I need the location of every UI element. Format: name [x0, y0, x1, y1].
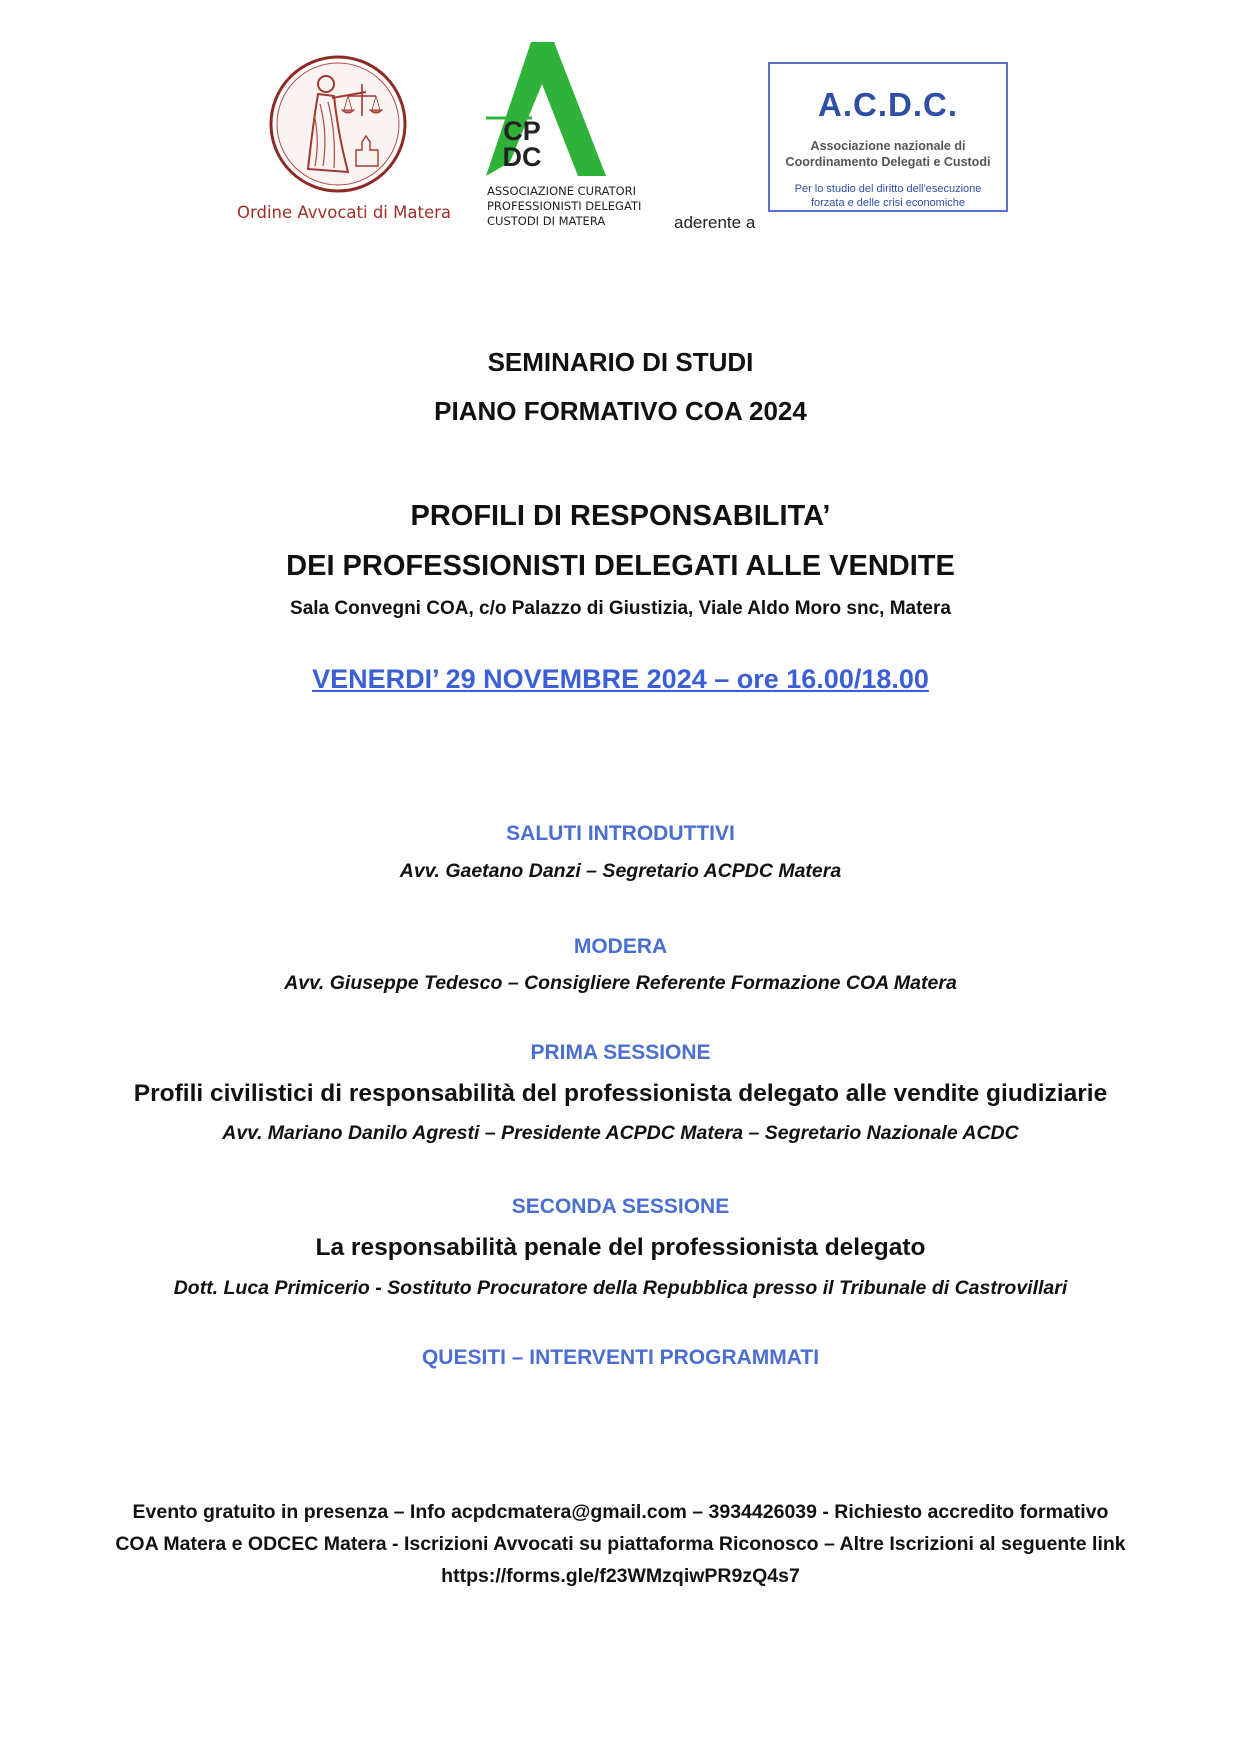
saluti-label: SALUTI INTRODUTTIVI — [506, 822, 735, 845]
cpdc-caption-line: CUSTODI DI MATERA — [487, 214, 606, 228]
cpdc-letters-bottom: DC — [502, 142, 542, 172]
seconda-topic: La responsabilità penale del professionista delegato — [315, 1234, 926, 1261]
venue: Sala Convegni COA, c/o Palazzo di Giustizia, Viale Aldo Moro snc, Matera — [290, 598, 951, 619]
acdc-note-line: forzata e delle crisi economiche — [810, 197, 966, 209]
footer — [0, 1496, 1241, 1592]
title-line: PROFILI DI RESPONSABILITA’ — [410, 500, 831, 532]
footer-line: Evento gratuito in presenza – Info acpdcmatera@gmail.com – 3934426039 - Richiesto accredito formativo — [132, 1501, 1109, 1523]
acdc-logo-content — [770, 86, 1006, 210]
modera-speaker: Avv. Giuseppe Tedesco – Consigliere Referente Formazione COA Matera — [284, 972, 957, 994]
prima-speaker: Avv. Mariano Danilo Agresti – Presidente ACPDC Matera – Segretario Nazionale ACDC — [222, 1122, 1019, 1144]
saluti-speaker: Avv. Gaetano Danzi – Segretario ACPDC Matera — [399, 860, 842, 882]
modera-label: MODERA — [573, 935, 668, 958]
heading-line: SEMINARIO DI STUDI — [487, 347, 754, 377]
footer-link[interactable]: https://forms.gle/f23WMzqiwPR9zQ4s7 — [441, 1565, 800, 1587]
aderente-label: aderente a — [674, 213, 756, 232]
seconda-speaker: Dott. Luca Primicerio - Sostituto Procuratore della Repubblica presso il Tribunale di Castrovillari — [173, 1277, 1068, 1299]
heading-line: PIANO FORMATIVO COA 2024 — [434, 396, 807, 426]
acdc-sub-line: Associazione nazionale di — [810, 139, 966, 153]
justice-seal-icon — [268, 54, 408, 194]
quesiti-label: QUESITI – INTERVENTI PROGRAMMATI — [421, 1346, 820, 1369]
acdc-sub-line: Coordinamento Delegati e Custodi — [785, 155, 991, 169]
coa-label: Ordine Avvocati di Matera — [237, 203, 451, 222]
seminar-title — [0, 498, 1241, 584]
coa-logo — [268, 54, 408, 194]
acdc-note-line: Per lo studio del diritto dell'esecuzione — [794, 183, 982, 195]
cpdc-letters-top: CP — [503, 116, 541, 146]
prima-label: PRIMA SESSIONE — [530, 1041, 711, 1064]
seminar-heading — [0, 346, 1241, 427]
event-date — [0, 664, 1241, 695]
cpdc-caption-line: ASSOCIAZIONE CURATORI — [487, 184, 637, 198]
acdc-title: A.C.D.C. — [818, 86, 958, 123]
title-line: DEI PROFESSIONISTI DELEGATI ALLE VENDITE — [286, 550, 955, 582]
footer-line: COA Matera e ODCEC Matera - Iscrizioni Avvocati su piattaforma Riconosco – Altre Iscrizioni al seguente link — [115, 1533, 1126, 1555]
cpdc-caption-line: PROFESSIONISTI DELEGATI — [487, 199, 642, 213]
cpdc-caption — [487, 184, 641, 229]
event-date-text: VENERDI’ 29 NOVEMBRE 2024 – ore 16.00/18.00 — [312, 664, 929, 694]
seconda-label: SECONDA SESSIONE — [511, 1195, 730, 1218]
cpdc-letters — [494, 118, 550, 170]
prima-topic: Profili civilistici di responsabilità del professionista delegato alle vendite giudiziarie — [133, 1080, 1108, 1107]
